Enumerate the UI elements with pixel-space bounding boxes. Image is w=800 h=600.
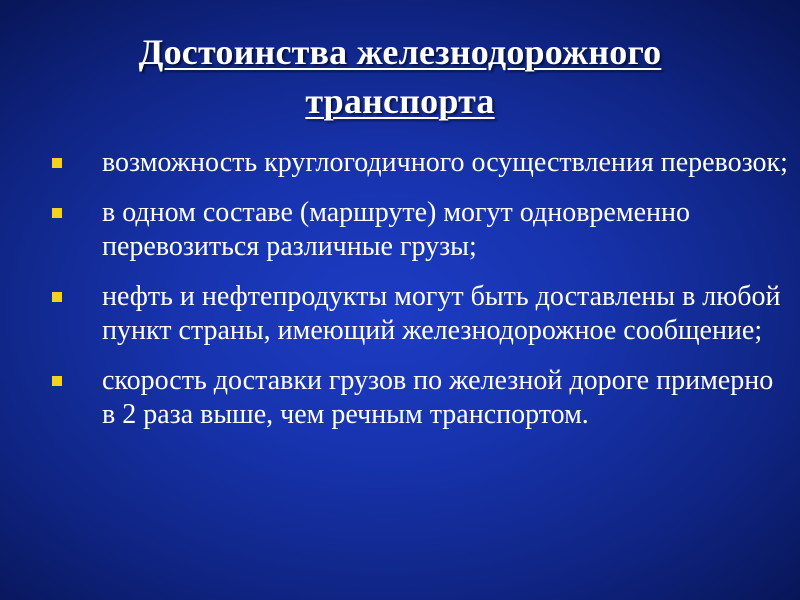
list-item (45, 364, 790, 432)
square-bullet-icon (52, 158, 62, 168)
bullet-list (45, 146, 790, 448)
square-bullet-icon (52, 208, 62, 218)
bullet-text: в одном составе (маршруте) могут одновременно перевозиться различные грузы; (102, 197, 690, 262)
bullet-text: нефть и нефтепродукты могут быть доставлены в любой пункт страны, имеющий железнодорожное сообщение; (102, 281, 781, 346)
slide-title: Достоинства железнодорожного транспорта (138, 32, 662, 121)
list-item (45, 146, 790, 180)
bullet-text: возможность круглогодичного осуществления перевозок; (102, 147, 788, 178)
square-bullet-icon (52, 292, 62, 302)
list-item (45, 280, 790, 348)
list-item (45, 196, 790, 264)
bullet-text: скорость доставки грузов по железной дороге примерно в 2 раза выше, чем речным транспортом. (102, 365, 774, 430)
square-bullet-icon (52, 376, 62, 386)
